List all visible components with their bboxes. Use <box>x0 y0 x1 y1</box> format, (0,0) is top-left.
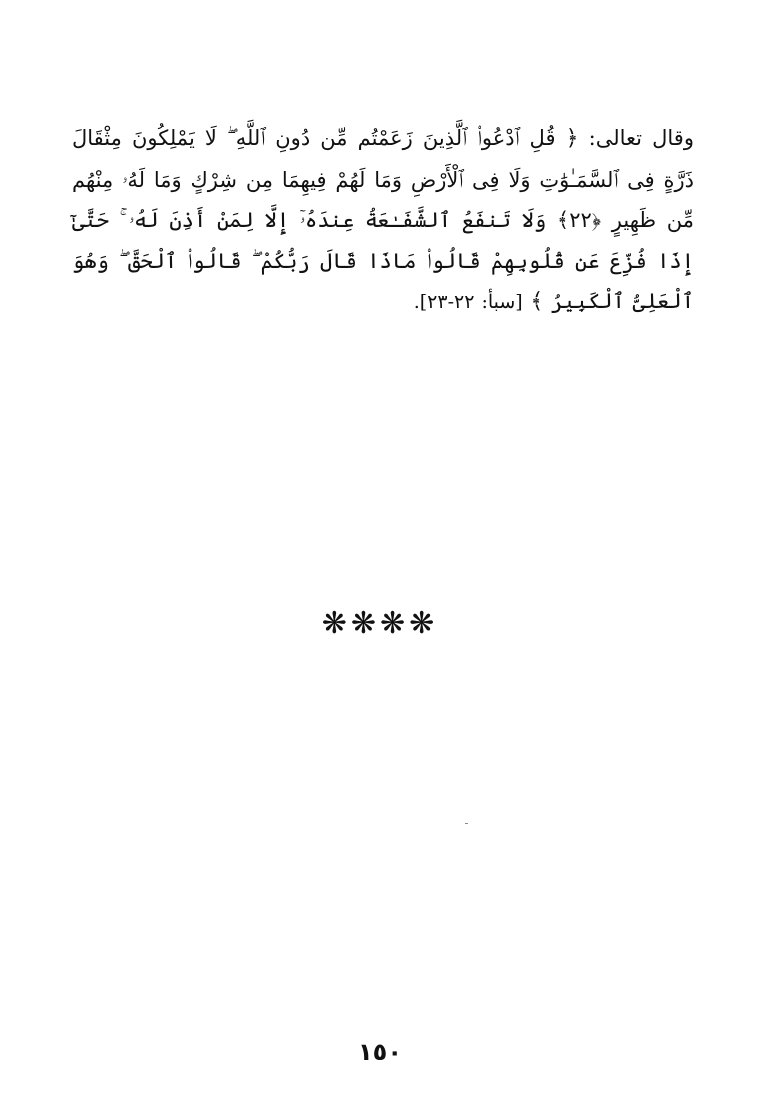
page-number: ١٥٠ <box>358 1038 402 1066</box>
verse-close-bracket: ﴾ <box>530 289 544 314</box>
scan-speck <box>465 823 468 824</box>
verse-open-bracket: ﴿ <box>565 126 579 151</box>
section-separator: ❋❋❋❋ <box>321 606 439 641</box>
verse-text: قُلِ ٱدْعُوا۟ ٱلَّذِينَ زَعَمْتُم مِّن دُونِ ٱللَّهِ ۖ لَا يَمْلِكُونَ مِثْقَالَ ذَرَّةٍ فِى ٱلسَّمَـٰوَٰتِ وَلَا فِى ٱلْأَرْضِ وَمَا لَهُمْ فِيهِمَا مِن شِرْكٍ وَمَا لَهُۥ مِنْهُم مِّن ظَهِيرٍ ﴿٢٢﴾ وَلَا تَنفَعُ ٱلشَّفَـٰعَةُ عِندَهُۥٓ إِلَّا لِمَنْ أَذِنَ لَهُۥ ۚ حَتَّىٰٓ إِذَا فُزِّعَ عَن قُلُوبِهِمْ قَالُوا۟ مَاذَا قَالَ رَبُّكُمْ ۖ قَالُوا۟ ٱلْحَقَّ ۖ وَهُوَ ٱلْعَلِىُّ ٱلْكَبِيرُ <box>72 126 694 313</box>
intro-text: وقال تعالى: <box>588 126 694 150</box>
quran-citation-paragraph <box>72 118 694 323</box>
surah-reference: [سبأ: ٢٢-٢٣]. <box>413 291 523 313</box>
